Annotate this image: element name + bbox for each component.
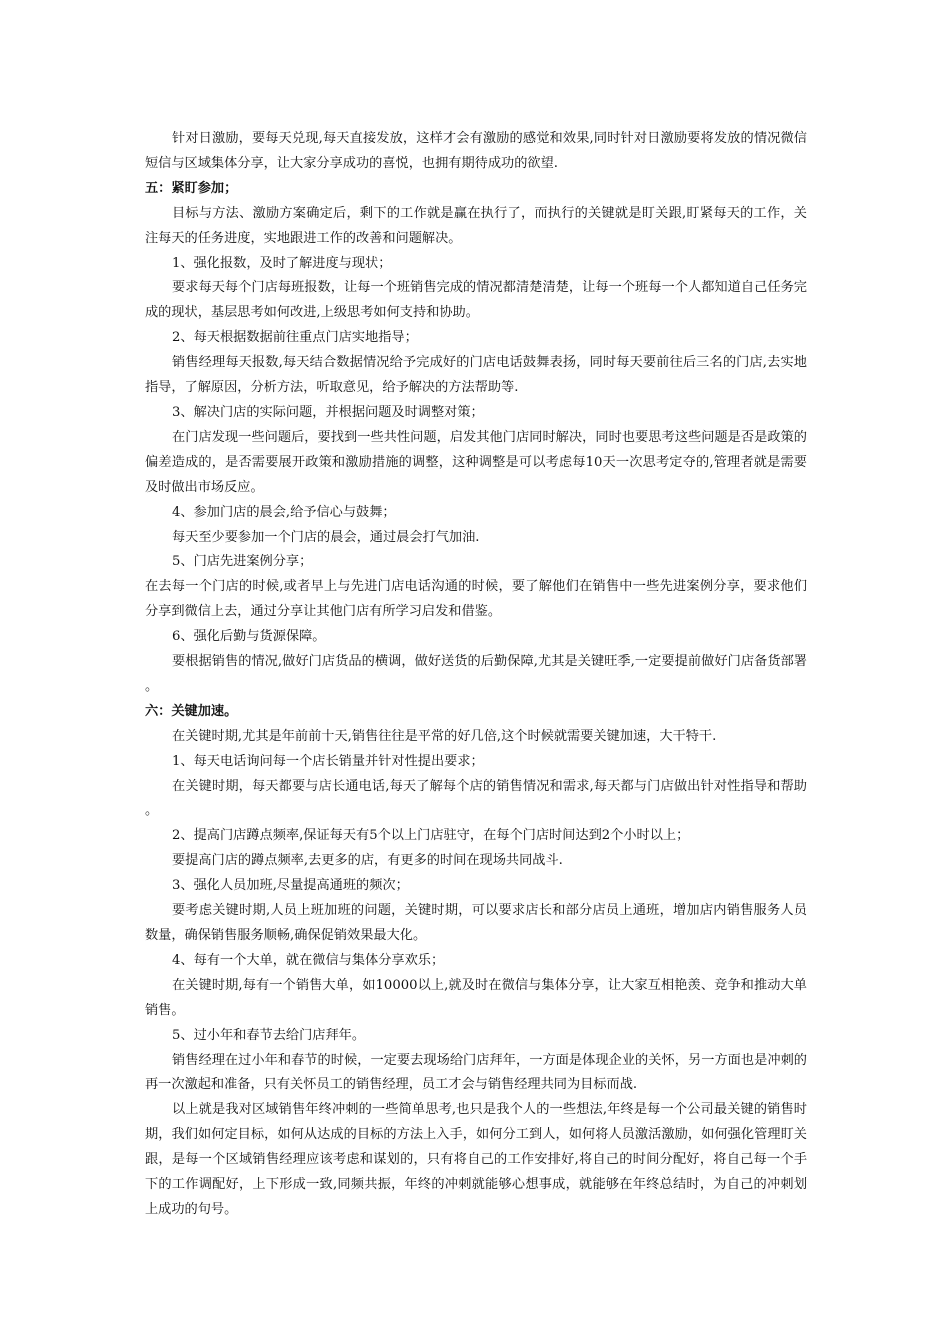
list-item-title: 4、参加门店的晨会,给予信心与鼓舞； <box>172 504 396 520</box>
list-item-title: 2、提高门店蹲点频率,保证每天有5个以上门店驻守，在每个门店时间达到2个小时以上； <box>172 828 690 844</box>
paragraph: 在关键时期,尤其是年前前十天,销售往往是平常的好几倍,这个时候就需要关键加速，大干特干. <box>172 728 717 744</box>
list-item-title: 3、强化人员加班,尽量提高通班的频次； <box>172 878 409 894</box>
list-item-title: 3、解决门店的实际问题，并根据问题及时调整对策； <box>172 404 484 420</box>
paragraph: 要考虑关键时期,人员上班加班的问题，关键时期，可以要求店长和部分店员上通班，增加店内销售服务人员数量，确保销售服务顺畅,确保促销效果最大化。 <box>145 903 807 943</box>
paragraph: 在关键时期,每有一个销售大单，如10000以上,就及时在微信与集体分享，让大家互相艳羡、竞争和推动大单销售。 <box>145 977 807 1018</box>
paragraph: 销售经理在过小年和春节的时候，一定要去现场给门店拜年，一方面是体现企业的关怀，另一方面也是冲刺的再一次激起和准备，只有关怀员工的销售经理，员工才会与销售经理共同为目标而战. <box>145 1052 807 1093</box>
list-item-title: 4、每有一个大单，就在微信与集体分享欢乐； <box>172 952 445 968</box>
list-item-title: 1、强化报数，及时了解进度与现状； <box>172 255 392 271</box>
document-body <box>145 127 807 1223</box>
paragraph: 在门店发现一些问题后，要找到一些共性问题，启发其他门店同时解决，同时也要思考这些问题是否是政策的偏差造成的，是否需要展开政策和激励措施的调整，这种调整是可以考虑每10天一次思考定夺的,管理者就是需要及时做出市场反应。 <box>145 429 807 495</box>
section-heading: 六：关键加速。 <box>145 703 238 719</box>
list-item-title: 2、每天根据数据前往重点门店实地指导； <box>172 330 418 346</box>
paragraph: 在去每一个门店的时候,或者早上与先进门店电话沟通的时候，要了解他们在销售中一些先进案例分享，要求他们分享到微信上去，通过分享让其他门店有所学习启发和借鉴。 <box>145 579 807 620</box>
paragraph: 要求每天每个门店每班报数，让每一个班销售完成的情况都清楚清楚，让每一个班每一个人都知道自己任务完成的现状，基层思考如何改进,上级思考如何支持和协助。 <box>145 280 807 321</box>
list-item-title: 5、门店先进案例分享； <box>172 554 313 570</box>
paragraph: 销售经理每天报数,每天结合数据情况给予完成好的门店电话鼓舞表扬，同时每天要前往后三名的门店,去实地指导，了解原因，分析方法，听取意见，给予解决的方法帮助等. <box>145 355 807 396</box>
paragraph: 在关键时期，每天都要与店长通电话,每天了解每个店的销售情况和需求,每天都与门店做出针对性指导和帮助。 <box>145 778 807 819</box>
paragraph: 目标与方法、激励方案确定后，剩下的工作就是赢在执行了，而执行的关键就是盯关跟,盯紧每天的工作，关注每天的任务进度，实地跟进工作的改善和问题解决。 <box>145 205 807 246</box>
section-heading: 五：紧盯参加； <box>145 180 238 196</box>
paragraph: 要根据销售的情况,做好门店货品的横调，做好送货的后勤保障,尤其是关键旺季,一定要提前做好门店备货部署。 <box>145 654 807 694</box>
paragraph: 针对日激励，要每天兑现,每天直接发放，这样才会有激励的感觉和效果,同时针对日激励要将发放的情况微信短信与区域集体分享，让大家分享成功的喜悦，也拥有期待成功的欲望. <box>145 131 807 171</box>
list-item-title: 1、每天电话询问每一个店长销量并针对性提出要求； <box>172 753 484 769</box>
conclusion-paragraph: 以上就是我对区域销售年终冲刺的一些简单思考,也只是我个人的一些想法,年终是每一个公司最关键的销售时期，我们如何定目标，如何从达成的目标的方法上入手，如何分工到人，如何将人员激活激励，如何强化管理盯关跟，是每一个区域销售经理应该考虑和谋划的，只有将自己的工作安排好,将自己的时间分配好，将自己每一个手下的工作调配好，上下形成一致,同频共振，年终的冲刺就能够心想事成，就能够在年终总结时，为自己的冲刺划上成功的句号。 <box>145 1102 807 1217</box>
list-item-title: 6、强化后勤与货源保障。 <box>172 629 326 645</box>
list-item-title: 5、过小年和春节去给门店拜年。 <box>172 1027 366 1043</box>
paragraph: 每天至少要参加一个门店的晨会，通过晨会打气加油. <box>172 529 480 545</box>
paragraph: 要提高门店的蹲点频率,去更多的店，有更多的时间在现场共同战斗. <box>172 853 563 869</box>
